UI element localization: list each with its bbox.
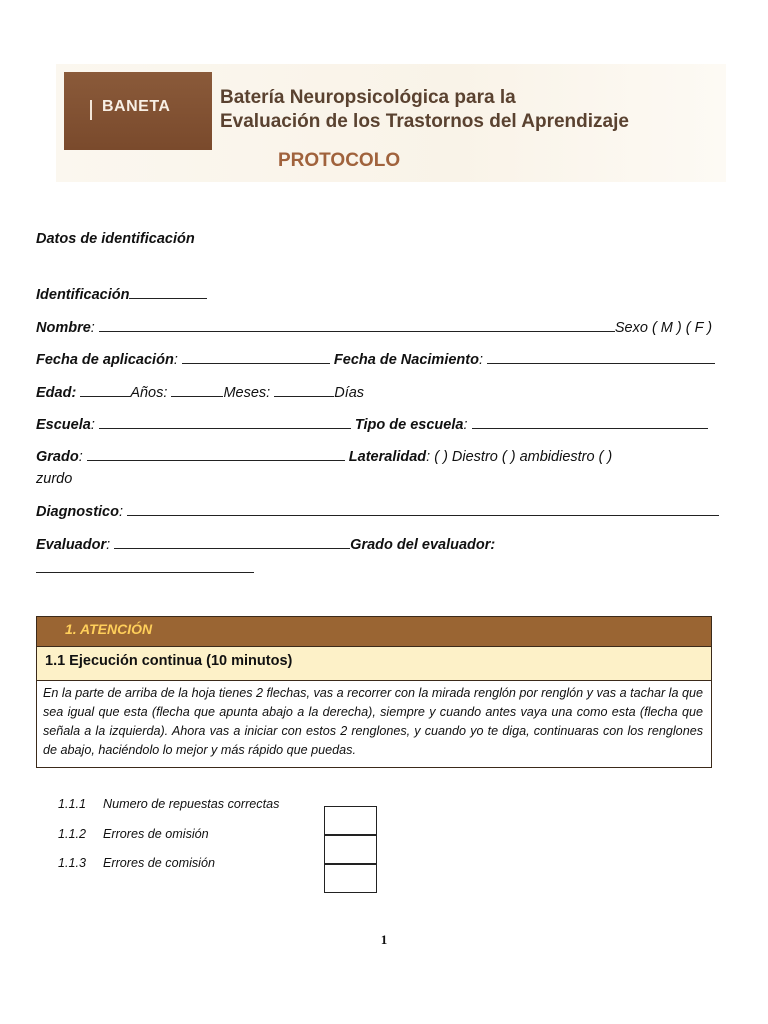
identificacion-field[interactable] bbox=[129, 286, 207, 299]
score-item bbox=[58, 797, 279, 811]
fechas-row: Fecha de aplicación: Fecha de Nacimiento: bbox=[36, 351, 715, 368]
logo-bar bbox=[90, 100, 92, 120]
fecha-aplicacion-label: Fecha de aplicación bbox=[36, 352, 174, 368]
tipo-escuela-field[interactable] bbox=[472, 416, 708, 429]
lateralidad-label: Lateralidad bbox=[348, 449, 427, 465]
grado-evaluador-label: Grado del evaluador: bbox=[350, 537, 496, 553]
escuela-field[interactable] bbox=[99, 416, 351, 429]
anios-label: Años: bbox=[130, 385, 168, 401]
fecha-nacimiento-label: Fecha de Nacimiento bbox=[333, 352, 479, 368]
identificacion-label: Identificación bbox=[36, 287, 130, 303]
protocol-label: PROTOCOLO bbox=[278, 150, 401, 171]
subsection-header bbox=[36, 647, 712, 681]
score-item bbox=[58, 827, 209, 841]
score-item-label: Errores de comisión bbox=[103, 856, 215, 870]
score-box-omision[interactable] bbox=[324, 835, 377, 864]
grado-evaluador-row bbox=[36, 560, 254, 577]
tipo-escuela-label: Tipo de escuela bbox=[354, 417, 464, 433]
escuela-row: Escuela: Tipo de escuela: bbox=[36, 416, 708, 433]
score-box-correctas[interactable] bbox=[324, 806, 377, 835]
meses-label: Meses: bbox=[223, 385, 271, 401]
instructions-text: En la parte de arriba de la hoja tienes 2 flechas, vas a recorrer con la mirada renglón por renglón y vas a tachar la que sea igual que esta (flecha que apunta abajo a la derecha), siempre y cuando antes vaya una como esta (flecha que señala a la izquierda). Ahora vas a iniciar con estos 2 renglones, y cuando yo te diga, continuaras con los renglones de abajo, haciéndolo lo mejor y más rápido que puedas. bbox=[36, 681, 712, 768]
section-atencion-title: 1. ATENCIÓN bbox=[65, 621, 153, 637]
diagnostico-row: Diagnostico: bbox=[36, 503, 719, 520]
banner-title-line1: Batería Neuropsicológica para la bbox=[220, 87, 516, 108]
score-item-number: 1.1.3 bbox=[58, 856, 87, 870]
logo-name: BANETA bbox=[102, 98, 171, 115]
zurdo-label: zurdo bbox=[36, 471, 73, 487]
escuela-label: Escuela bbox=[36, 417, 91, 433]
score-item-number: 1.1.2 bbox=[58, 827, 87, 841]
sexo-label[interactable]: Sexo ( M ) ( F ) bbox=[614, 320, 713, 336]
grado-label: Grado bbox=[36, 449, 79, 465]
baneta-logo bbox=[64, 72, 212, 150]
diagnostico-label: Diagnostico bbox=[36, 504, 119, 520]
score-item-label: Errores de omisión bbox=[103, 827, 209, 841]
dias-field[interactable] bbox=[274, 384, 334, 397]
evaluador-field[interactable] bbox=[114, 536, 350, 549]
grado-evaluador-field[interactable] bbox=[36, 560, 254, 573]
identificacion-row bbox=[36, 286, 207, 303]
section-atencion-header bbox=[36, 616, 712, 647]
edad-row bbox=[36, 384, 364, 401]
fecha-nacimiento-field[interactable] bbox=[487, 351, 715, 364]
grado-field[interactable] bbox=[87, 448, 345, 461]
diagnostico-field[interactable] bbox=[127, 503, 719, 516]
page-number: 1 bbox=[380, 932, 388, 947]
lateralidad-options[interactable]: : ( ) Diestro ( ) ambidiestro ( ) bbox=[426, 449, 613, 465]
form-section-title: Datos de identificación bbox=[36, 231, 195, 247]
fecha-aplicacion-field[interactable] bbox=[182, 351, 330, 364]
nombre-field[interactable] bbox=[99, 319, 615, 332]
score-box-comision[interactable] bbox=[324, 864, 377, 893]
anios-field[interactable] bbox=[80, 384, 130, 397]
score-item bbox=[58, 856, 215, 870]
header-banner bbox=[56, 64, 726, 182]
nombre-row: Nombre: Sexo ( M ) ( F ) bbox=[36, 320, 713, 336]
grado-row: Grado: Lateralidad: ( ) Diestro ( ) ambidiestro ( ) bbox=[36, 449, 613, 465]
banner-title bbox=[220, 86, 629, 134]
dias-label: Días bbox=[334, 385, 365, 401]
meses-field[interactable] bbox=[171, 384, 223, 397]
subsection-title: 1.1 Ejecución continua (10 minutos) bbox=[45, 653, 293, 669]
nombre-label: Nombre bbox=[36, 320, 91, 336]
evaluador-label: Evaluador bbox=[36, 537, 107, 553]
score-item-label: Numero de repuestas correctas bbox=[103, 797, 280, 811]
score-item-number: 1.1.1 bbox=[58, 797, 87, 811]
evaluador-row: Evaluador: Grado del evaluador: bbox=[36, 537, 496, 553]
edad-label: Edad: bbox=[36, 385, 77, 401]
banner-title-line2: Evaluación de los Trastornos del Aprendizaje bbox=[220, 111, 629, 132]
